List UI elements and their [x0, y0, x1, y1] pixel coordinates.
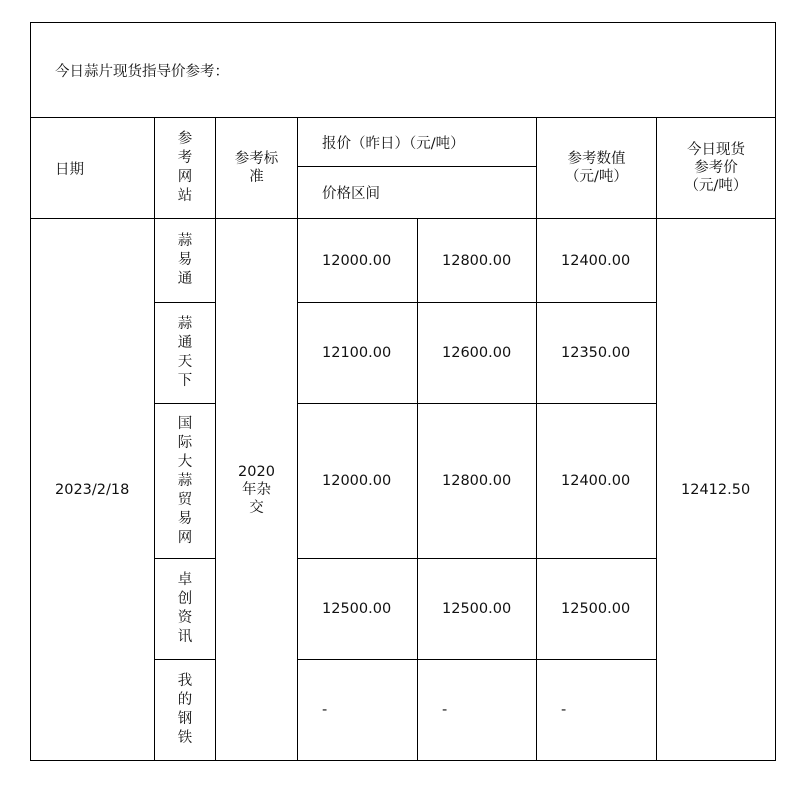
- low-price-cell: -: [298, 660, 418, 761]
- table-row: [31, 219, 776, 303]
- site-cell: [155, 660, 216, 761]
- site-label: 我的钢铁: [177, 673, 193, 746]
- header-ref-value-line2: （元/吨）: [565, 169, 628, 185]
- site-cell: [155, 404, 216, 559]
- header-ref-value-line1: 参考数值: [567, 151, 626, 167]
- header-price-range: 价格区间: [298, 167, 537, 219]
- header-ref-value: [537, 118, 657, 219]
- site-label: 蒜易通: [177, 233, 193, 287]
- standard-cell: 2020年杂交: [216, 219, 298, 761]
- header-row-1: [31, 118, 776, 167]
- price-table: [30, 22, 776, 761]
- low-price-cell: 12500.00: [298, 559, 418, 660]
- low-price-cell: 12000.00: [298, 219, 418, 303]
- high-price-cell: 12800.00: [418, 404, 537, 559]
- site-label: 蒜通天下: [177, 316, 193, 389]
- site-cell: [155, 559, 216, 660]
- header-site: [155, 118, 216, 219]
- header-today-line1: 今日现货: [687, 142, 745, 158]
- ref-value-cell: 12500.00: [537, 559, 657, 660]
- high-price-cell: 12500.00: [418, 559, 537, 660]
- price-document: [30, 22, 776, 761]
- header-date: 日期: [31, 118, 155, 219]
- site-label: 卓创资讯: [177, 572, 193, 645]
- site-cell: [155, 219, 216, 303]
- table-caption: 今日蒜片现货指导价参考：: [31, 23, 776, 118]
- site-label: 国际大蒜贸易网: [177, 415, 193, 546]
- header-today-line2: 参考价: [694, 160, 738, 176]
- high-price-cell: 12600.00: [418, 303, 537, 404]
- caption-row: [31, 23, 776, 118]
- header-site-label: 参考网站: [177, 131, 193, 204]
- header-today-line3: （元/吨）: [684, 178, 748, 194]
- header-today-price: [657, 118, 776, 219]
- low-price-cell: 12100.00: [298, 303, 418, 404]
- site-cell: [155, 303, 216, 404]
- header-quote: 报价（昨日）（元/吨）: [298, 118, 537, 167]
- today-price-cell: 12412.50: [657, 219, 776, 761]
- low-price-cell: 12000.00: [298, 404, 418, 559]
- ref-value-cell: -: [537, 660, 657, 761]
- ref-value-cell: 12350.00: [537, 303, 657, 404]
- high-price-cell: -: [418, 660, 537, 761]
- high-price-cell: 12800.00: [418, 219, 537, 303]
- header-standard: 参考标准: [216, 118, 298, 219]
- date-cell: 2023/2/18: [31, 219, 155, 761]
- ref-value-cell: 12400.00: [537, 404, 657, 559]
- ref-value-cell: 12400.00: [537, 219, 657, 303]
